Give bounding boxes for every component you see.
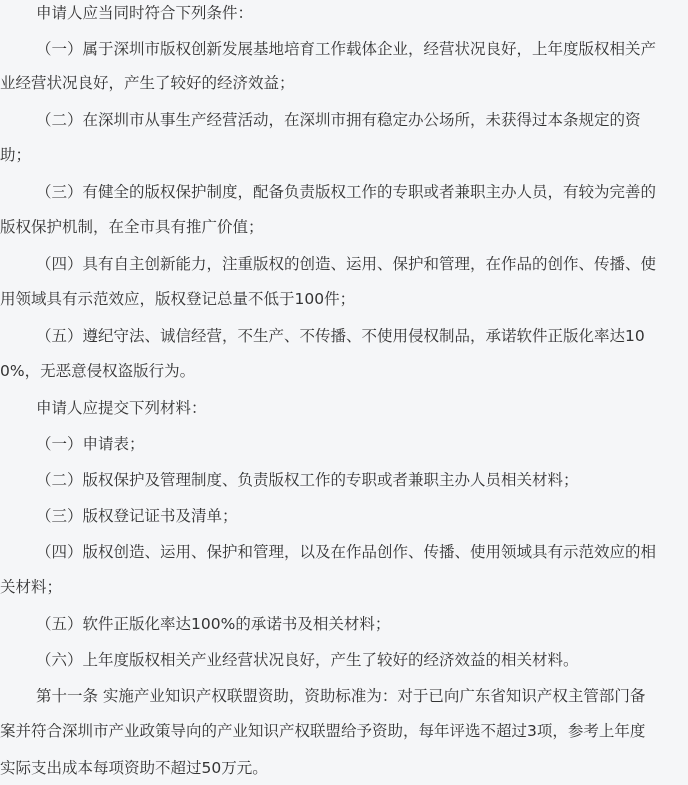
text-line: 案并符合深圳市产业政策导向的产业知识产权联盟给予资助，每年评选不超过3项，参考上年度 <box>0 722 646 740</box>
text-line: （六）上年度版权相关产业经营状况良好，产生了较好的经济效益的相关材料。 <box>36 651 579 669</box>
text-line: （五）软件正版化率达100%的承诺书及相关材料； <box>36 615 391 633</box>
text-line: （二）版权保护及管理制度、负责版权工作的专职或者兼职主办人员相关材料； <box>36 471 579 489</box>
text-line: （一）属于深圳市版权创新发展基地培育工作载体企业，经营状况良好，上年度版权相关产 <box>36 40 657 58</box>
text-line: （四）具有自主创新能力，注重版权的创造、运用、保护和管理，在作品的创作、传播、使 <box>36 255 657 273</box>
text-line: （四）版权创造、运用、保护和管理，以及在作品创作、传播、使用领域具有示范效应的相 <box>36 543 657 561</box>
text-line: （三）版权登记证书及清单； <box>36 507 238 525</box>
text-line: 助； <box>0 146 32 164</box>
text-line: 申请人应当同时符合下列条件： <box>36 4 254 22</box>
text-line: 业经营状况良好，产生了较好的经济效益； <box>0 74 295 92</box>
text-line: （二）在深圳市从事生产经营活动，在深圳市拥有稳定办公场所，未获得过本条规定的资 <box>36 111 641 129</box>
text-line: 实际支出成本每项资助不超过50万元。 <box>0 759 268 777</box>
text-line: （一）申请表； <box>36 435 145 453</box>
text-line: 关材料； <box>0 578 63 596</box>
text-line: （五）遵纪守法、诚信经营，不生产、不传播、不使用侵权制品，承诺软件正版化率达10 <box>36 327 645 345</box>
text-line: 申请人应提交下列材料： <box>36 399 207 417</box>
text-line: 版权保护机制，在全市具有推广价值； <box>0 218 264 236</box>
text-line: 用领域具有示范效应，版权登记总量不低于100件； <box>0 290 356 308</box>
text-line: 0%，无恶意侵权盗版行为。 <box>0 362 196 380</box>
text-line: （三）有健全的版权保护制度，配备负责版权工作的专职或者兼职主办人员，有较为完善的 <box>36 183 657 201</box>
text-line: 第十一条 实施产业知识产权联盟资助，资助标准为：对于已向广东省知识产权主管部门备 <box>36 687 646 705</box>
